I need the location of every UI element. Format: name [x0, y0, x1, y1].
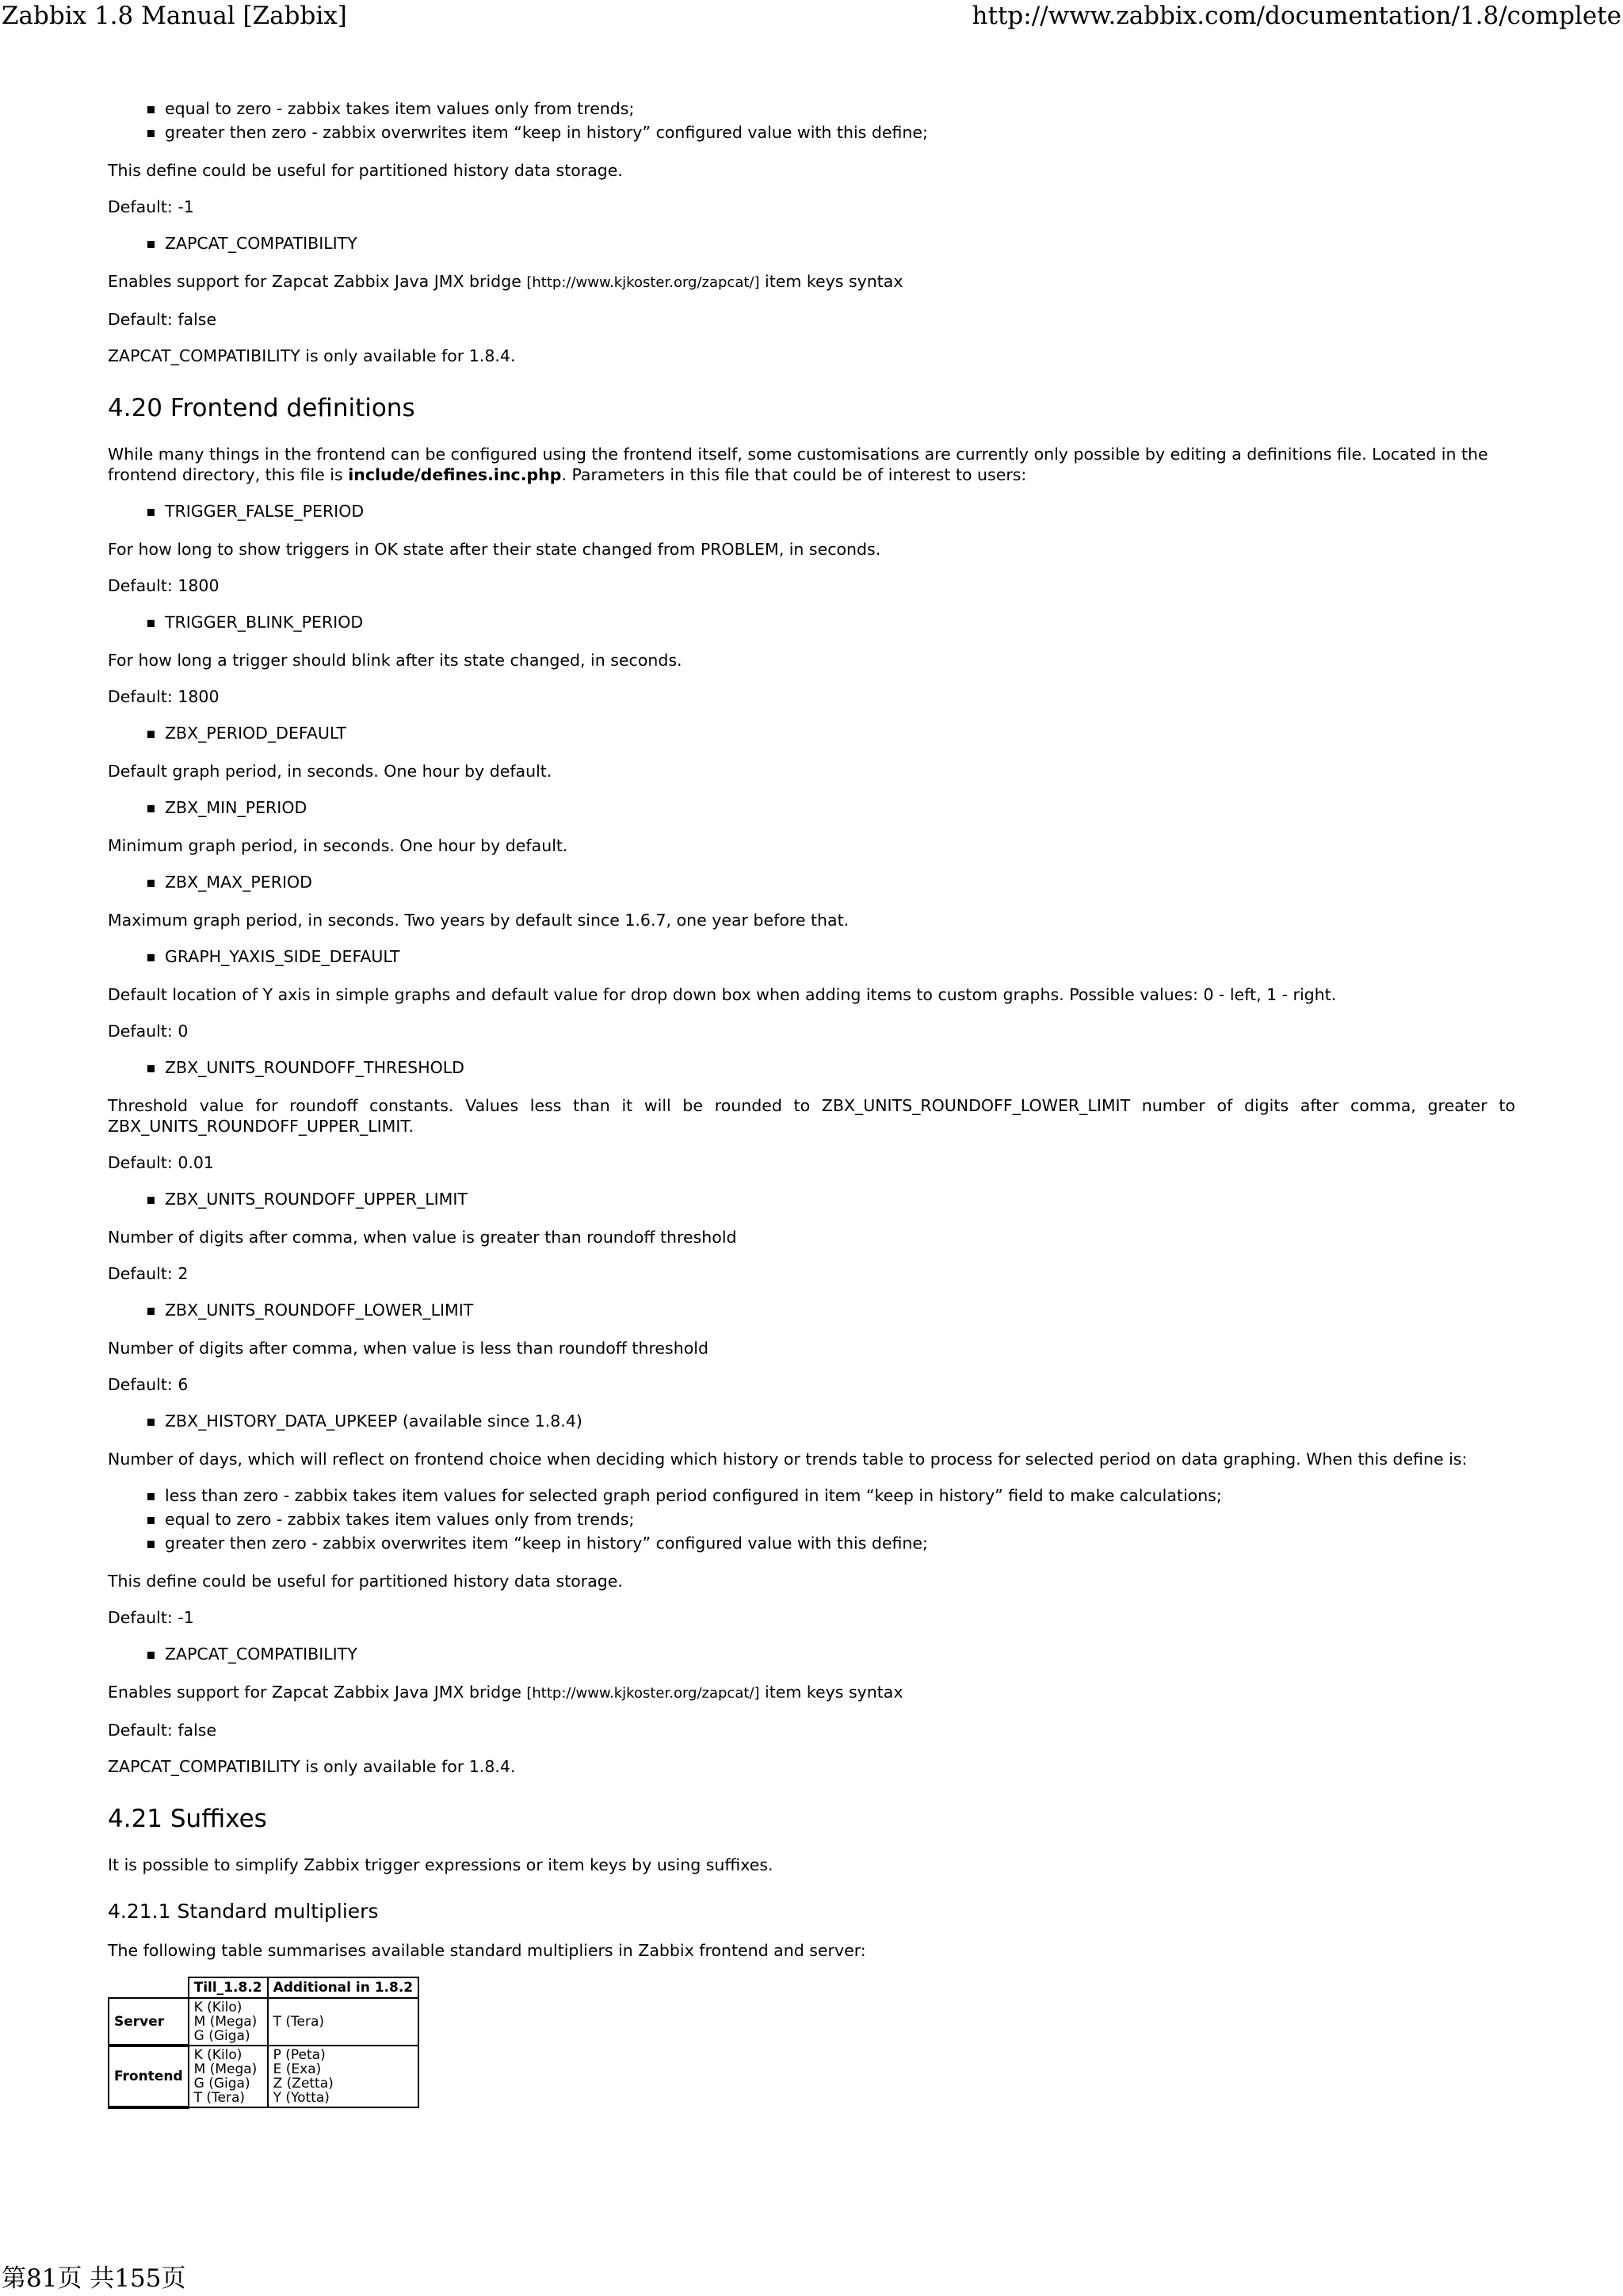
param-name: ZBX_UNITS_ROUNDOFF_UPPER_LIMIT [165, 1189, 1515, 1209]
param-description: For how long to show triggers in OK state after their state changed from PROBLEM, in seconds. [108, 540, 881, 559]
default-value: Default: 0.01 [108, 1153, 214, 1172]
text: item keys syntax [759, 1683, 903, 1702]
column-header: Additional in 1.8.2 [268, 1977, 419, 1998]
param-list [108, 1644, 1515, 1664]
upkeep-list-top [108, 98, 1515, 143]
multiplier: Z (Zetta) [273, 2076, 334, 2092]
multiplier: Y (Yotta) [273, 2090, 330, 2106]
zapcat-link[interactable]: [http://www.kjkoster.org/zapcat/] [526, 1685, 760, 1702]
upkeep-list [108, 1485, 1515, 1553]
row-header: Frontend [109, 2046, 189, 2107]
paragraph [108, 271, 1515, 293]
print-header-url: http://www.zabbix.com/documentation/1.8/complete [972, 2, 1621, 30]
section-heading: 4.20 Frontend definitions [108, 394, 415, 422]
multiplier: T (Tera) [193, 2090, 246, 2106]
param-name: ZBX_UNITS_ROUNDOFF_LOWER_LIMIT [165, 1300, 1515, 1320]
multiplier: M (Mega) [193, 2014, 258, 2030]
default-value: Default: 1800 [108, 576, 220, 595]
param-list [108, 946, 1515, 967]
default-value: Default: -1 [108, 1608, 194, 1627]
table-cell [268, 1998, 419, 2046]
list-item: equal to zero - zabbix takes item values only from trends; [165, 98, 1515, 119]
param-list [108, 501, 1515, 521]
subsection-heading: 4.21.1 Standard multipliers [108, 1900, 379, 1923]
param-list [108, 872, 1515, 892]
paragraph: The following table summarises available standard multipliers in Zabbix frontend and server: [108, 1941, 866, 1960]
paragraph [108, 444, 1515, 485]
param-description: Number of digits after comma, when value is greater than roundoff threshold [108, 1228, 737, 1247]
row-header: Server [109, 1998, 189, 2046]
paragraph: ZAPCAT_COMPATIBILITY is only available for 1.8.4. [108, 346, 516, 365]
multiplier: K (Kilo) [193, 2000, 242, 2015]
zapcat-link[interactable]: [http://www.kjkoster.org/zapcat/] [526, 274, 760, 291]
paragraph: This define could be useful for partitioned history data storage. [108, 161, 623, 180]
param-list [108, 1057, 1515, 1078]
param-description: Number of digits after comma, when value is less than roundoff threshold [108, 1339, 708, 1358]
text: item keys syntax [759, 272, 903, 291]
multiplier: T (Tera) [273, 2014, 325, 2030]
table-row [109, 1998, 418, 2046]
param-description: For how long a trigger should blink after its state changed, in seconds. [108, 651, 682, 670]
param-description: Maximum graph period, in seconds. Two years by default since 1.6.7, one year before that. [108, 911, 850, 930]
param-list [108, 1411, 1515, 1431]
param-description: Number of days, which will reflect on frontend choice when deciding which history or trends table to process for selected period on data graphing. When this define is: [108, 1450, 1468, 1469]
section-heading: 4.21 Suffixes [108, 1805, 267, 1833]
list-item: greater then zero - zabbix overwrites item “keep in history” configured value with this define; [165, 1533, 1515, 1553]
default-value: Default: 1800 [108, 687, 220, 706]
param-name: TRIGGER_BLINK_PERIOD [165, 612, 1515, 632]
param-description [108, 1682, 1515, 1704]
column-header: Till_1.8.2 [189, 1977, 268, 1998]
paragraph: It is possible to simplify Zabbix trigger expressions or item keys by using suffixes. [108, 1855, 773, 1874]
param-list [108, 1300, 1515, 1320]
page-footer: 第81页 共155页 [2, 2264, 186, 2293]
text: Enables support for Zapcat Zabbix Java JMX bridge [108, 272, 527, 291]
table-cell [189, 1998, 268, 2046]
param-name: ZBX_MIN_PERIOD [165, 797, 1515, 818]
table-cell [268, 2046, 419, 2107]
table-corner [109, 1977, 189, 1998]
multipliers-table [108, 1977, 419, 2109]
list-item: equal to zero - zabbix takes item values only from trends; [165, 1509, 1515, 1530]
multiplier: P (Peta) [273, 2047, 326, 2063]
param-description: Default graph period, in seconds. One hour by default. [108, 762, 552, 781]
table-header-row [109, 1977, 418, 1998]
param-name: ZBX_PERIOD_DEFAULT [165, 723, 1515, 743]
param-name: ZBX_MAX_PERIOD [165, 872, 1515, 892]
text: While many things in the frontend can be configured using the frontend itself, some customisations are currently only possible by editing a definitions file. Located in the frontend directory, this file is [108, 445, 1488, 484]
list-item: less than zero - zabbix takes item values for selected graph period configured in item “keep in history” field to make calculations; [165, 1485, 1515, 1506]
param-list [108, 723, 1515, 743]
multiplier: K (Kilo) [193, 2047, 242, 2063]
param-name: TRIGGER_FALSE_PERIOD [165, 501, 1515, 521]
param-list [108, 1189, 1515, 1209]
multiplier: M (Mega) [193, 2061, 258, 2077]
table-row [109, 2046, 418, 2107]
table-cell [189, 2046, 268, 2107]
param-description: Default location of Y axis in simple graphs and default value for drop down box when adding items to custom graphs. Possible values: 0 - left, 1 - right. [108, 985, 1337, 1004]
param-name: ZBX_HISTORY_DATA_UPKEEP (available since 1.8.4) [165, 1411, 1515, 1431]
print-header-title: Zabbix 1.8 Manual [Zabbix] [2, 2, 347, 30]
param-name: ZBX_UNITS_ROUNDOFF_THRESHOLD [165, 1057, 1515, 1078]
param-description: Minimum graph period, in seconds. One hour by default. [108, 836, 568, 855]
multiplier: G (Giga) [193, 2076, 250, 2092]
param-list [108, 233, 1515, 254]
default-value: Default: false [108, 310, 217, 329]
list-item: greater then zero - zabbix overwrites item “keep in history” configured value with this define; [165, 122, 1515, 143]
multiplier: G (Giga) [193, 2028, 250, 2044]
param-name: ZAPCAT_COMPATIBILITY [165, 1644, 1515, 1664]
text: . Parameters in this file that could be of interest to users: [561, 465, 1027, 484]
text: Enables support for Zapcat Zabbix Java JMX bridge [108, 1683, 527, 1702]
default-value: Default: 2 [108, 1264, 189, 1283]
default-value: Default: -1 [108, 197, 194, 216]
default-value: Default: false [108, 1721, 217, 1740]
paragraph: ZAPCAT_COMPATIBILITY is only available for 1.8.4. [108, 1757, 516, 1776]
param-name: GRAPH_YAXIS_SIDE_DEFAULT [165, 946, 1515, 967]
param-list [108, 612, 1515, 632]
param-description: Threshold value for roundoff constants. Values less than it will be rounded to ZBX_UNITS_ROUNDOFF_LOWER_LIMIT number of digits after comma, greater to ZBX_UNITS_ROUNDOFF_UPPER_LIMIT. [108, 1096, 1515, 1136]
file-path: include/defines.inc.php [348, 465, 562, 484]
default-value: Default: 6 [108, 1375, 189, 1394]
multiplier: E (Exa) [273, 2061, 322, 2077]
paragraph: This define could be useful for partitioned history data storage. [108, 1572, 623, 1591]
default-value: Default: 0 [108, 1022, 189, 1041]
param-list [108, 797, 1515, 818]
param-name: ZAPCAT_COMPATIBILITY [165, 233, 1515, 254]
document-body [108, 98, 1515, 2109]
